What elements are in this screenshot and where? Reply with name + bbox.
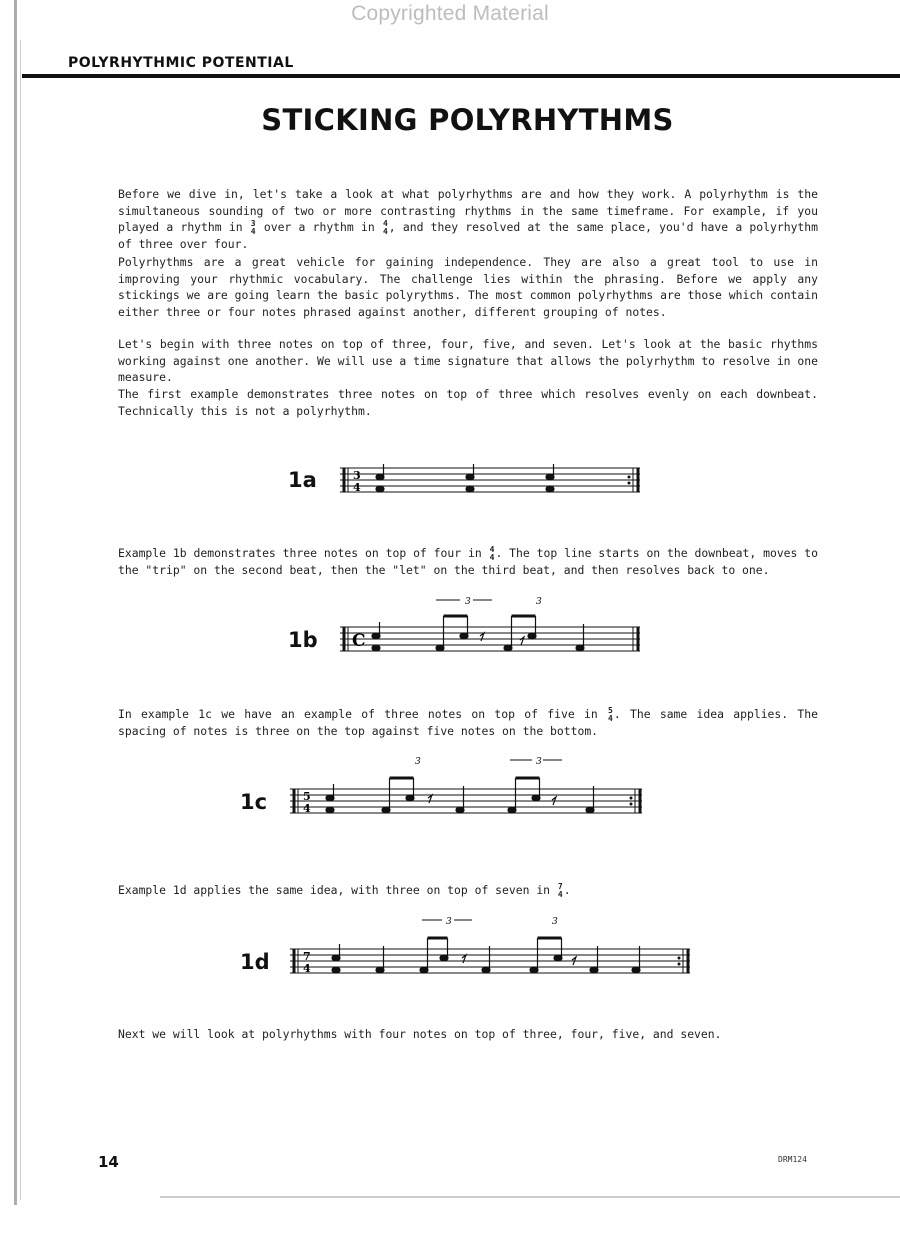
time-sig-bottom: 4 [303, 802, 311, 815]
section-header-label: POLYRHYTHMIC POTENTIAL [68, 55, 294, 71]
header-rule [22, 74, 900, 78]
bottom-edge-line [160, 1196, 900, 1198]
time-sig-bottom: 4 [303, 962, 311, 975]
paragraph-begin: Let's begin with three notes on top of three, four, five, and seven. Let's look at the basic rhythms working against one another. We will use a time signature that allows the polyrhythm to resolve in one measure. [118, 337, 818, 384]
time-signature-seven-four: 7 4 [557, 881, 563, 899]
staff-example-1a [340, 456, 650, 506]
page-left-border [14, 0, 17, 1205]
tuplet-label-1: 3 [465, 597, 471, 607]
example-label-1b: 1b [288, 628, 318, 652]
paragraph-next: Next we will look at polyrhythms with four notes on top of three, four, five, and seven. [118, 1027, 722, 1041]
time-signature-five-four: 5 4 [608, 705, 613, 723]
footer-code: DRM124 [778, 1155, 807, 1164]
example-label-1a: 1a [288, 468, 317, 492]
time-sig-top: 7 [303, 950, 311, 963]
time-signature-four-four: 4 4 [382, 218, 388, 236]
paragraph-example-1d: Example 1d applies the same idea, with three on top of seven in 7 4 . [118, 881, 571, 899]
example-label-1c: 1c [240, 790, 268, 814]
tuplet-label-2: 3 [536, 597, 542, 607]
paragraph-first-example: The first example demonstrates three notes on top of three which resolves evenly on each downbeat. Technically this is not a polyrhythm. [118, 387, 818, 418]
paragraph-intro: Before we dive in, let's take a look at what polyrhythms are and how they work. A polyrhythm is the simultaneous sounding of two or more contrasting rhythms in the same timeframe. For example, if you played a rhythm in 3 4 over a rhythm in 4 4 , and they resolved at the same place, you'd have a polyrhythm of three over four. [118, 187, 819, 251]
time-signature-four-four-inline: 4 4 [489, 544, 495, 562]
tuplet-label-2: 3 [552, 917, 558, 927]
staff-example-1c [290, 752, 650, 827]
example-label-1d: 1d [240, 950, 270, 974]
common-time-symbol: C [352, 631, 366, 651]
paragraph-vehicle: Polyrhythms are a great vehicle for gaining independence. They are also a great tool to use in improving your rhythmic vocabulary. The challenge lies within the phrasing. Before we apply any stickings we are going learn the basic polyrythms. The most common polyrhythms are those which contain either three or four notes phrased against another, different grouping of notes. [118, 255, 818, 319]
tuplet-label-1: 3 [415, 757, 421, 767]
page-title: STICKING POLYRHYTHMS [261, 103, 674, 137]
copyright-watermark: Copyrighted Material [351, 2, 549, 25]
tuplet-label-2: 3 [536, 757, 542, 767]
staff-example-1d [290, 912, 700, 987]
paragraph-example-1c: In example 1c we have an example of three notes on top of five in 5 4 . The same idea applies. The spacing of notes is three on the top against five notes on the bottom. [118, 705, 818, 738]
staff-example-1b [340, 592, 650, 667]
page-left-border-inner [20, 40, 21, 1200]
time-sig-top: 5 [303, 790, 311, 803]
time-sig-top: 3 [353, 469, 361, 482]
tuplet-label-1: 3 [446, 917, 452, 927]
page-number: 14 [98, 1153, 119, 1171]
time-sig-bottom: 4 [353, 481, 361, 494]
paragraph-example-1b: Example 1b demonstrates three notes on top of four in 4 4 . The top line starts on the downbeat, moves to the "trip" on the second beat, then the "let" on the third beat, and then resolves back to one. [118, 544, 818, 577]
time-signature-three-four: 3 4 [250, 218, 256, 236]
